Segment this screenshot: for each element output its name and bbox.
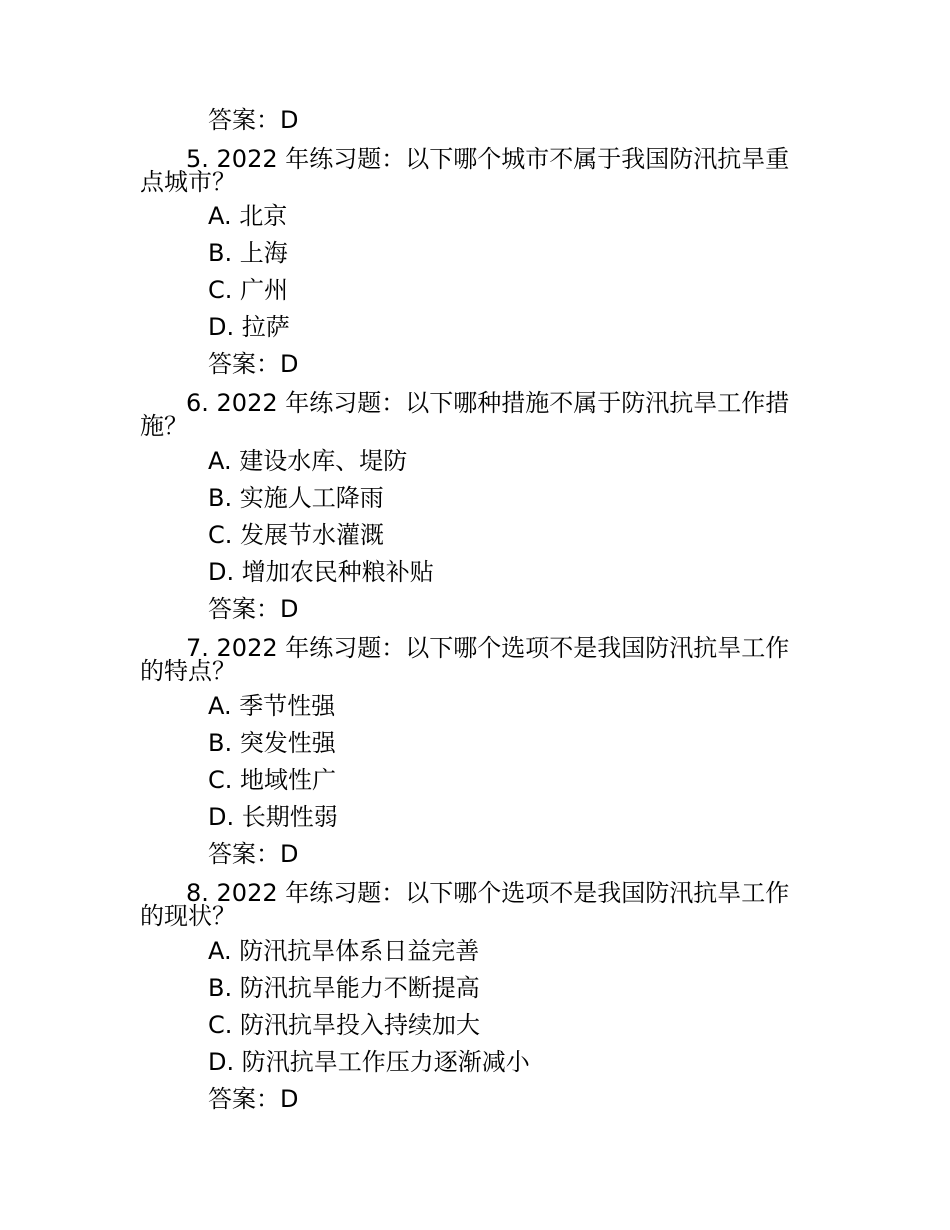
question-8-option-d: D. 防汛抗旱工作压力逐渐减小 [208, 1048, 530, 1076]
question-6-text-cont: 施？ [140, 412, 188, 440]
question-8-option-a: A. 防汛抗旱体系日益完善 [208, 937, 480, 965]
question-8-option-b: B. 防汛抗旱能力不断提高 [208, 974, 480, 1002]
question-8-answer: 答案：D [208, 1085, 299, 1113]
question-5-text: 5. 2022 年练习题：以下哪个城市不属于我国防汛抗旱重 [186, 145, 790, 173]
answer-line: 答案：D [208, 106, 299, 134]
question-7-answer: 答案：D [208, 840, 299, 868]
question-7-option-b: B. 突发性强 [208, 729, 336, 757]
question-5-option-d: D. 拉萨 [208, 313, 290, 341]
question-5-option-a: A. 北京 [208, 202, 288, 230]
question-7-option-d: D. 长期性弱 [208, 803, 338, 831]
question-5-option-c: C. 广州 [208, 276, 289, 304]
question-7-text: 7. 2022 年练习题：以下哪个选项不是我国防汛抗旱工作 [186, 634, 790, 662]
question-6-answer: 答案：D [208, 595, 299, 623]
question-7-option-a: A. 季节性强 [208, 692, 336, 720]
question-8-text-cont: 的现状？ [140, 902, 236, 930]
question-5-text-cont: 点城市？ [140, 168, 236, 196]
question-6-option-b: B. 实施人工降雨 [208, 484, 384, 512]
question-6-option-a: A. 建设水库、堤防 [208, 447, 408, 475]
question-5-answer: 答案：D [208, 350, 299, 378]
question-7-text-cont: 的特点？ [140, 657, 236, 685]
question-6-option-c: C. 发展节水灌溉 [208, 521, 385, 549]
question-7-option-c: C. 地域性广 [208, 766, 337, 794]
question-6-option-d: D. 增加农民种粮补贴 [208, 558, 434, 586]
question-6-text: 6. 2022 年练习题：以下哪种措施不属于防汛抗旱工作措 [186, 389, 790, 417]
question-5-option-b: B. 上海 [208, 239, 288, 267]
question-8-text: 8. 2022 年练习题：以下哪个选项不是我国防汛抗旱工作 [186, 879, 790, 907]
question-8-option-c: C. 防汛抗旱投入持续加大 [208, 1011, 481, 1039]
